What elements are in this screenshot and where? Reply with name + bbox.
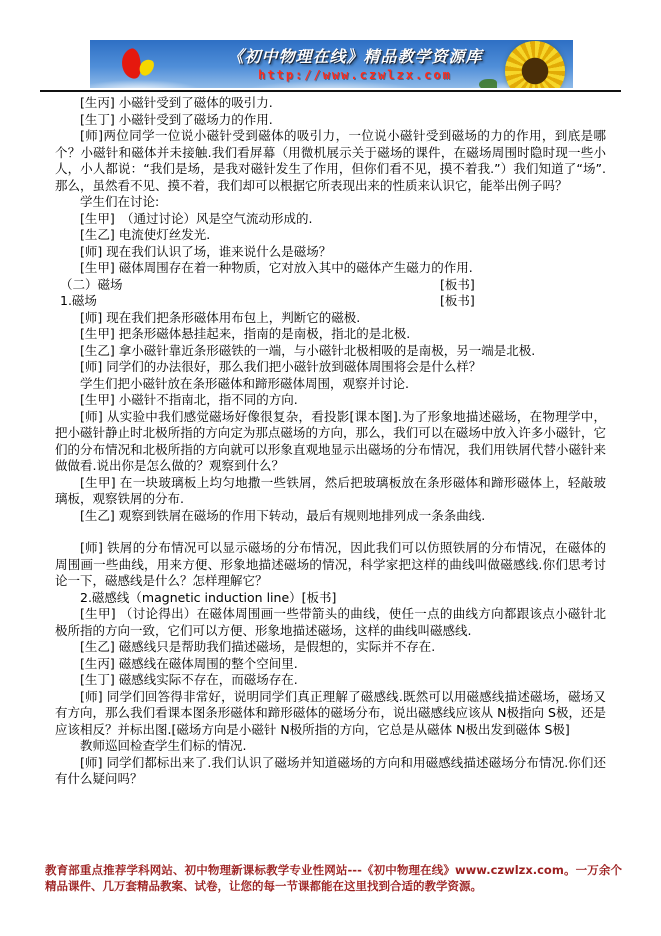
dialogue-line: [生乙] 磁感线只是帮助我们描述磁场，是假想的，实际并不存在. [80,639,436,654]
site-logo-icon [120,46,162,84]
dialogue-line: [生甲] 小磁针不指南北，指不同的方向. [80,392,298,407]
dialogue-line: [生丁] 小磁针受到了磁场力的作用. [80,111,273,127]
dialogue-line: [师] 同学们都标出来了.我们认识了磁场并知道磁场的方向和用磁感线描述磁场分布情况.你们还有什么疑问吗？ [55,754,606,786]
dialogue-line: [师] 同学们回答得非常好，说明同学们真正理解了磁感线.既然可以用磁感线描述磁场，磁场又有方向，那么我们看课本图条形磁体和蹄形磁体的磁场分布，说出磁感线应该从 N极指向 S极，还是应该相反？并标出图.[磁场方向是小磁针 N极所指的方向，它总是从磁体 N极出发到磁体 S极] [55,688,606,737]
dialogue-line: [师] 从实验中我们感觉磁场好像很复杂，看投影[课本图].为了形象地描述磁场，在物理学中，把小磁针静止时北极所指的方向定为那点磁场的方向，那么，我们可以在磁场中放入许多小磁针，它们的分布情况和北极所指的方向就可以形象直观地显示出磁场的分布情况，我们用铁屑代替小磁针来做做看.说出你是怎么做的？观察到什么？ [55,408,606,473]
dialogue-line: [生丙] 磁感线在磁体周围的整个空间里. [80,655,298,671]
board-note-text: （二）磁场 [60,276,123,292]
dialogue-line: [生乙] 电流使灯丝发光. [80,227,211,242]
dialogue-line: [生丙] 小磁针受到了磁体的吸引力. [80,95,273,110]
dialogue-line: [师] 现在我们把条形磁体用布包上，判断它的磁极. [80,309,361,325]
board-note-tag: [板书] [440,276,475,292]
dialogue-line: [师] 铁屑的分布情况可以显示磁场的分布情况，因此我们可以仿照铁屑的分布情况，在磁体的周围画一些曲线，用来方便、形象地描述磁场的情况，科学家把这样的曲线叫做磁感线.你们思考讨论一下，磁感线是什么？怎样理解它？ [55,540,606,588]
narration-line: 教师巡回检查学生们标的情况. [80,738,247,753]
board-note-line [55,277,606,294]
leaf-icon [479,79,497,88]
lesson-transcript [55,95,606,788]
dialogue-line: [生甲] （讨论得出）在磁体周围画一些带箭头的曲线，使任一点的曲线方向都跟该点小磁针北极所指的方向一致，它们可以方便、形象地描述磁场，这样的曲线叫磁感线. [55,606,606,638]
board-note-text: 1.磁场 [60,293,97,308]
footer-promo: 教育部重点推荐学科网站、初中物理新课标教学专业性网站---《初中物理在线》www.czwlzx.com。一万余个精品课件、几万套精品教案、试卷，让您的每一节课都能在这里找到合适的教学资源。 [45,863,622,893]
dialogue-line: [生甲] （通过讨论）风是空气流动形成的. [80,210,313,226]
dialogue-line: [生乙] 观察到铁屑在磁场的作用下转动，最后有规则地排列成一条条曲线. [80,507,486,523]
dialogue-line: [生乙] 拿小磁针靠近条形磁铁的一端，与小磁针北极相吸的是南极，另一端是北极. [80,342,536,358]
narration-line: 学生们把小磁针放在条形磁体和蹄形磁体周围，观察并讨论. [80,375,409,391]
banner-url: http://www.czwlzx.com [258,68,452,82]
dialogue-line: [生丁] 磁感线实际不存在，而磁场存在. [80,672,298,687]
site-banner [90,40,573,88]
banner-title: 《初中物理在线》精品教学资源库 [227,47,483,66]
board-note-tag: [板书] [440,293,475,308]
header-divider [40,90,621,92]
dialogue-line: [师] 同学们的办法很好，那么我们把小磁针放到磁体周围将会是什么样？ [80,359,482,374]
dialogue-line: [师] 现在我们认识了场，谁来说什么是磁场？ [80,243,332,259]
narration-line: 学生们在讨论: [80,194,160,209]
sunflower-icon [505,41,565,88]
dialogue-line: [生甲] 把条形磁体悬挂起来，指南的是南极，指北的是北极. [80,326,411,341]
heading-line: 2.磁感线（magnetic induction line）[板书] [80,589,337,605]
blank-line [55,524,606,540]
board-note-line [55,293,606,310]
dialogue-line: [师]两位同学一位说小磁针受到磁体的吸引力，一位说小磁针受到磁场的力的作用，到底是哪个？小磁针和磁体并未接触.我们看屏幕（用微机展示关于磁场的课件，在磁场周围时隐时现一些小人，小人都说：“我们是场，是我对磁针发生了作用，但你们看不见，摸不着我.”）我们知道了“场”.那么，虽然看不见、摸不着，我们却可以根据它所表现出来的性质来认识它，能举出例子吗？ [55,128,606,193]
dialogue-line: [生甲] 在一块玻璃板上均匀地撒一些铁屑，然后把玻璃板放在条形磁体和蹄形磁体上，轻敲玻璃板，观察铁屑的分布. [55,474,606,506]
dialogue-line: [生甲] 磁体周围存在着一种物质，它对放入其中的磁体产生磁力的作用. [80,260,473,275]
banner-text [210,44,500,82]
